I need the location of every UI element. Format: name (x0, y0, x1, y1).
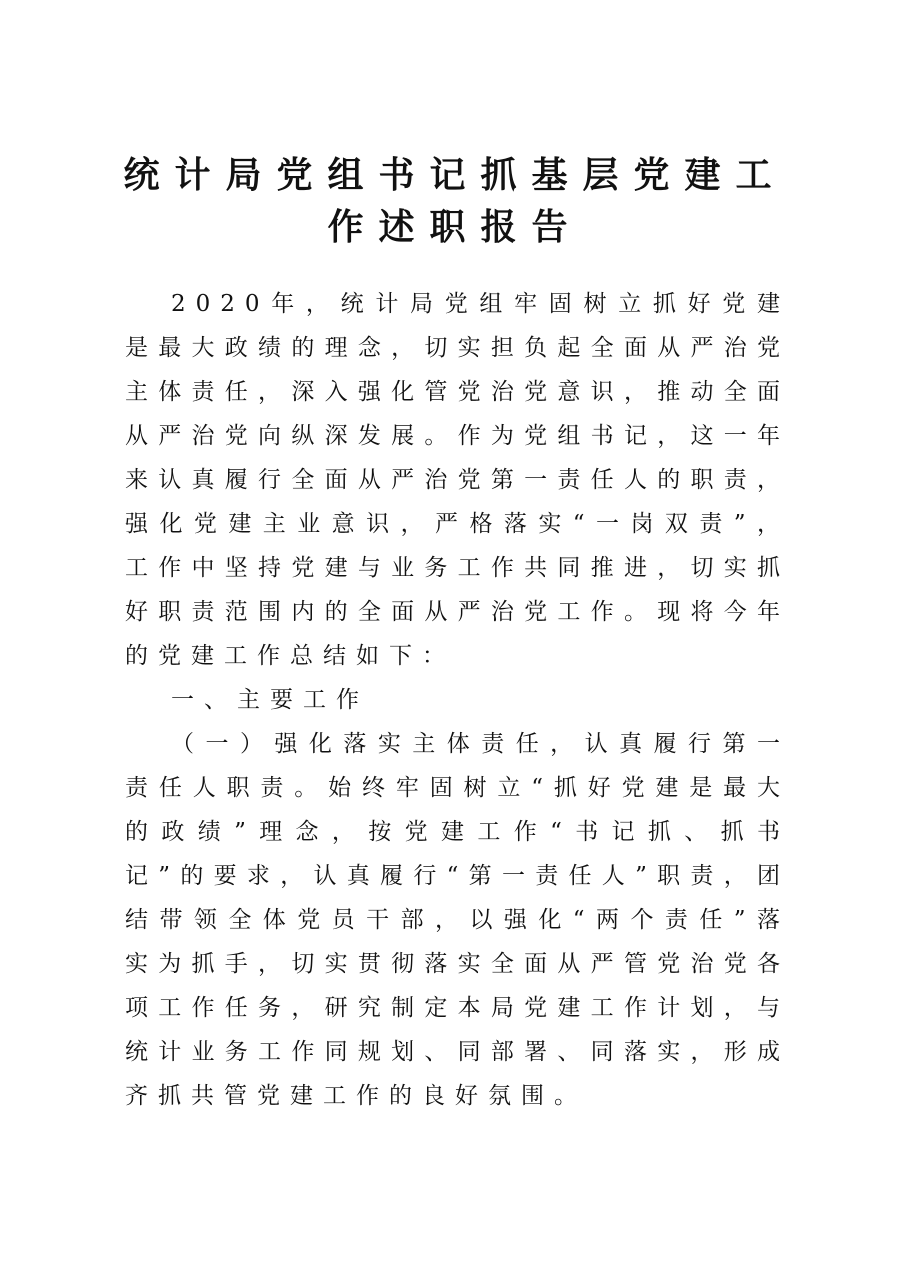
document-body (125, 282, 790, 1118)
document-title: 统计局党组书记抓基层党建工作述职报告 (123, 155, 787, 248)
body-paragraph: （一）强化落实主体责任，认真履行第一责任人职责。始终牢固树立“抓好党建是最大的政绩”理念，按党建工作“书记抓、抓书记”的要求，认真履行“第一责任人”职责，团结带领全体党员干部，以强化“两个责任”落实为抓手，切实贯彻落实全面从严管党治党各项工作任务，研究制定本局党建工作计划，与统计业务工作同规划、同部署、同落实，形成齐抓共管党建工作的良好氛围。 (125, 731, 790, 1109)
section-heading: 一、主要工作 (171, 687, 369, 713)
intro-paragraph: 2020年，统计局党组牢固树立抓好党建是最大政绩的理念，切实担负起全面从严治党主体责任，深入强化管党治党意识，推动全面从严治党向纵深发展。作为党组书记，这一年来认真履行全面从严治党第一责任人的职责，强化党建主业意识，严格落实“一岗双责”，工作中坚持党建与业务工作共同推进，切实抓好职责范围内的全面从严治党工作。现将今年的党建工作总结如下： (125, 291, 790, 669)
